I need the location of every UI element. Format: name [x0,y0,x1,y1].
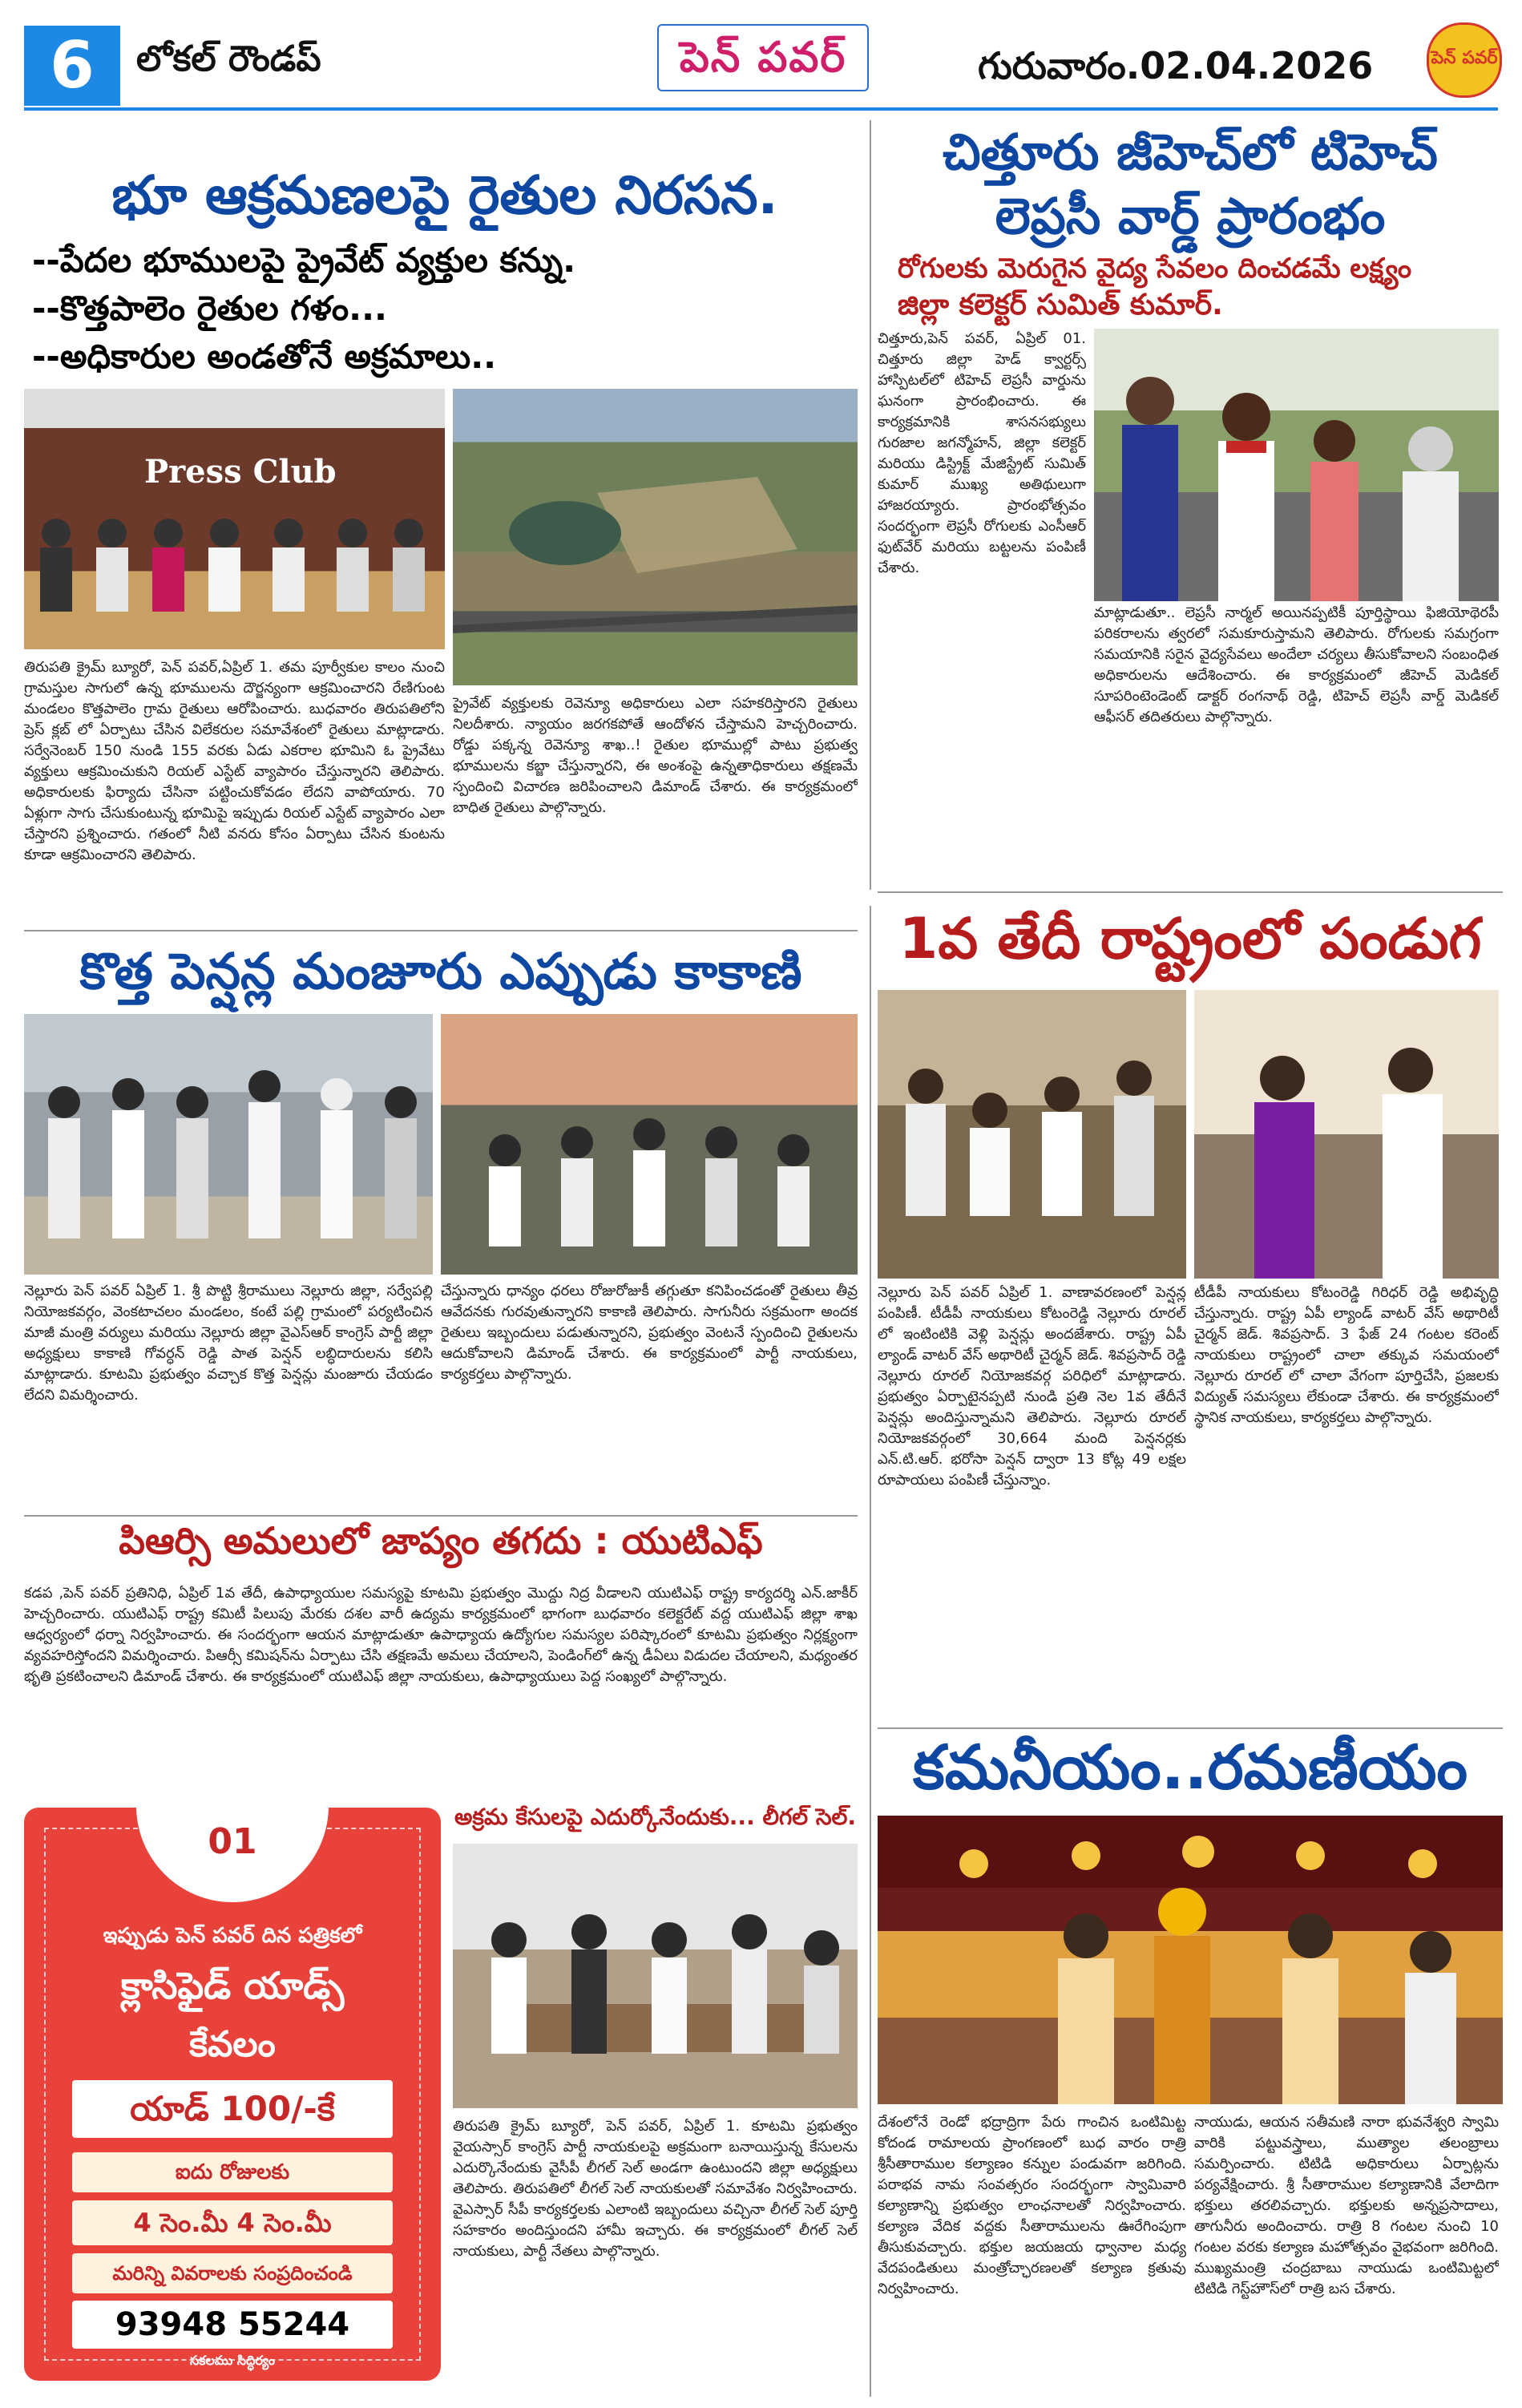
logo: పెన్ పవర్ [1427,22,1502,98]
issue-date: గురువారం.02.04.2026 [978,44,1374,87]
masthead: పెన్ పవర్ [657,24,869,91]
ad-badge: 01 [136,1806,329,1902]
ad-size: 4 సెం.మీ 4 సెం.మీ [72,2200,393,2245]
story3-body-col2: టీడీపీ నాయకులు కోటంరెడ్డి గిరిధర్ రెడ్డి అభివృద్ధి చేస్తున్నారు. రాష్ట్ర ఏపీ ల్యాండ్ వాటర్ వేస్ అథారిటీ చైర్మన్ జెడ్. శివప్రసాద్. 3 ఫేజ్ 24 గంటల కరెంట్ నాయకులు రాష్ట్రంలో చాలా తక్కువ సమయంలో నెల్లూరు రూరల్ లో చాలా వేగంగా పూర్తిచేసి, ప్రజలకు విద్యుత్ సమస్యలు లేకుండా చేశారు. ఈ కార్యక్రమంలో స్థానిక నాయకులు, కార్యకర్తలు పాల్గొన్నారు. [1194,1284,1499,1426]
crowd-illustration [24,1014,433,1275]
kakani-visit-photo-1 [24,1014,433,1275]
column-divider [870,120,871,890]
story2-body-col2: మాట్లాడుతూ.. లెప్రసీ నార్మల్ అయినప్పటికీ పూర్తిస్థాయి ఫిజియోథెరపీ పరికరాలను త్వరలో సమకూరుస్తామని తెలిపారు. రోగులకు సమగ్రంగా సమయానికి సరైన వైద్యసేవలు అందేలా చర్యలు తీసుకోవాలని సంబంధిత అధికారులను ఆదేశించారు. ఈ కార్యక్రమంలో జీహెచ్ మెడికల్ సూపరింటెండెంట్ డాక్టర్ రంగనాథ్ రెడ్డి, టిహెచ్ లెప్రసీ వార్డ్ మెడికల్ ఆఫీసర్ తదితరులు పాల్గొన్నారు. [1094,604,1499,725]
officials-illustration [1094,329,1499,601]
story4-body-col2: చేస్తున్నారు ధాన్యం ధరలు రోజురోజుకీ తగ్గుతూ కనిపించడంతో రైతులు తీవ్ర ఆవేదనకు గురవుతున్నారని కాకాణి తెలిపారు. సాగునీరు సక్రమంగా అందక రైతులు ఇబ్బందులు పడుతున్నారని, ప్రభుత్వం వెంటనే స్పందించి రైతులను ఆదుకోవాలని డిమాండ్ చేశారు. ఈ కార్యక్రమంలో పార్టీ నాయకులు, కార్యకర్తలు పాల్గొన్నారు. [441,1283,858,1383]
story2-headline-line2: లెప్రసీ వార్డ్ ప్రారంభం [995,187,1386,245]
press-club-photo [24,389,445,649]
ad-footer: సకలము సిద్ధిర్యం [189,2353,276,2368]
story6-headline: కమనీయం..రమణీయం [913,1731,1467,1803]
ad-contact-note: మరిన్ని వివరాలకు సంప్రదించండి [72,2253,393,2293]
aerial-land-photo [453,389,858,685]
ad-price: యాడ్ 100/-కే [72,2080,393,2138]
story5-headline: పిఆర్సి అమలులో జాప్యం తగదు : యుటిఎఫ్ [119,1519,763,1562]
legal-cell-photo [453,1844,858,2108]
story3-headline: 1వ తేదీ రాష్ట్రంలో పండుగ [898,906,1482,972]
seated-group-illustration [441,1014,858,1275]
meeting-illustration [453,1844,858,2108]
story2-sub2: జిల్లా కలెక్టర్ సుమిత్ కుమార్. [898,289,1223,321]
story5-body: కడప ,పెన్ పవర్ ప్రతినిధి, ఏప్రిల్ 1వ తేదీ, ఉపాధ్యాయుల సమస్యపై కూటమి ప్రభుత్వం మొద్దు నిద్ర వీడాలని యుటిఎఫ్ రాష్ట్ర కార్యదర్శి ఎన్.జాకీర్ హెచ్చరించారు. యుటిఎఫ్ రాష్ట్ర కమిటీ పిలుపు మేరకు దశల వారీ ఉద్యమ కార్యక్రమంలో భాగంగా బుధవారం కలెక్టరేట్ వద్ద యుటిఎఫ్ జిల్లా శాఖ ఆధ్వర్యంలో ధర్నా నిర్వహించారు. ఈ సందర్భంగా ఆయన మాట్లాడుతూ ఉపాధ్యాయ ఉద్యోగుల సమస్యల పరిష్కారంలో కూటమి ప్రభుత్వం నిర్లక్ష్యంగా వ్యవహరిస్తోందని విమర్శించారు. పిఆర్సీ కమిషన్‌ను ఏర్పాటు చేసి తక్షణమే అమలు చేయాలని, పెండింగ్‌లో ఉన్న డీఏలు విడుదల చేయాలని, మధ్యంతర భృతి ప్రకటించాలని డిమాండ్ చేశారు. ఈ కార్యక్రమంలో యుటిఎఫ్ జిల్లా నాయకులు, ఉపాధ్యాయులు పెద్ద సంఖ్యలో పాల్గొన్నారు. [24,1585,858,1685]
ad-line2: క్లాసిఫైడ్ యాడ్స్ [120,1964,345,2007]
story6-body-col2: నాయుడు, ఆయన సతీమణి నారా భువనేశ్వరి స్వామి వారికి పట్టువస్త్రాలు, ముత్యాల తలంబ్రాలు సమర్పించారు. టిటిడి అధికారులు ఏర్పాట్లను పర్యవేక్షించారు. శ్రీ సీతారాముల కల్యాణానికి వేలాదిగా భక్తులు తరలివచ్చారు. భక్తులకు అన్నప్రసాదాలు, తాగునీరు అందించారు. రాత్రి 8 గంటల నుంచి 10 గంటల వరకు కల్యాణ మహోత్సవం వైభవంగా జరిగింది. ముఖ్యమంత్రి చంద్రబాబు నాయుడు ఒంటిమిట్టలో టిటిడి గెస్ట్‌హౌస్‌లో రాత్రి బస చేశారు. [1194,2114,1499,2297]
story-divider [878,1727,1503,1729]
column-divider [870,906,871,2397]
section-title: లోకల్ రౌండప్ [136,38,321,79]
people-illustration [24,501,445,649]
ad-line3: కేవలం [189,2024,276,2065]
classified-ad [24,1808,441,2381]
handover-illustration [1194,990,1499,1279]
story7-headline: అక్రమ కేసులపై ఎదుర్కోనేందుకు... లీగల్ సెల్. [454,1804,857,1830]
pension-distribution-photo-2 [1194,990,1499,1279]
ad-line1: ఇప్పుడు పెన్ పవర్ దిన పత్రికలో [103,1924,362,1948]
ad-phone: 93948 55244 [72,2301,393,2349]
story2-body-col1: చిత్తూరు,పెన్ పవర్, ఏప్రిల్ 01. చిత్తూరు జిల్లా హెడ్ క్వార్టర్స్ హాస్పిటల్‌లో టిహెచ్ లెప్రసీ వార్డును ఘనంగా ప్రారంభించారు. ఈ కార్యక్రమానికి శాసనసభ్యులు గురజాల జగన్మోహన్, జిల్లా కలెక్టర్ మరియు డిస్ట్రిక్ట్ మేజిస్ట్రేట్ సుమిత్ కుమార్ ముఖ్య అతిథులుగా హాజరయ్యారు. ప్రారంభోత్సవం సందర్భంగా లెప్రసీ రోగులకు ఎంసీఆర్ ఫుట్‌వేర్ మరియు బట్టలను పంపిణీ చేశారు. [878,330,1086,576]
story1-body-col1: తిరుపతి క్రైమ్ బ్యూరో, పెన్ పవర్,ఏప్రిల్ 1. తమ పూర్వీకుల కాలం నుంచి గ్రామస్తుల సాగులో ఉన్న భూములను దౌర్జన్యంగా ఆక్రమించారని రేణిగుంట మండలం కొత్తపాలెం గ్రామ రైతులు ఆరోపించారు. బుధవారం తిరుపతిలోని ప్రెస్ క్లబ్ లో ఏర్పాటు చేసిన విలేకరుల సమావేశంలో రైతులు మాట్లాడారు. సర్వేనెంబర్ 150 నుండి 155 వరకు ఏడు ఎకరాల భూమిని ఓ ప్రైవేటు వ్యక్తులు ఆక్రమించుకుని రియల్ ఎస్టేట్ వ్యాపారం చేస్తున్నారని తెలిపారు. అధికారులకు ఫిర్యాదు చేసినా పట్టించుకోవడం లేదని వాపోయారు. 70 ఏళ్లుగా సాగు చేసుకుంటున్న భూమిపై ఇప్పుడు రియల్ ఎస్టేట్ వ్యాపారం ఎలా చేస్తారని ప్రశ్నించారు. గతంలో నీటి వనరు కోసం ఏర్పాటు చేసిన కుంటను కూడా ఆక్రమించారని తెలిపారు. [24,659,445,863]
page-number: 6 [24,26,120,106]
story-divider [24,1515,858,1517]
story2-headline-line1: చిత్తూరు జీహెచ్‌లో టిహెచ్ [943,123,1438,181]
story1-sub2: --కొత్తపాలెం రైతుల గళం... [32,289,387,328]
story1-sub1: --పేదల భూములపై ప్రైవేట్ వ్యక్తుల కన్ను. [32,240,576,280]
temple-illustration [878,1816,1503,2104]
story1-body-col2: ప్రైవేట్ వ్యక్తులకు రెవెన్యూ అధికారులు ఎలా సహకరిస్తారని రైతులు నిలదీశారు. న్యాయం జరగకపోతే ఆందోళన చేస్తామని హెచ్చరించారు. రోడ్డు పక్కన్న రెవెన్యూ శాఖ..! రైతుల భూముల్లో పాటు ప్రభుత్వ భూములను కబ్జా చేస్తున్నారని, ఈ అంశంపై ఉన్నతాధికారులు తక్షణమే స్పందించి విచారణ జరిపించాలని డిమాండ్ చేశారు. ఈ కార్యక్రమంలో బాధిత రైతులు పాల్గొన్నారు. [453,695,858,816]
ward-opening-photo [1094,329,1499,601]
kakani-visit-photo-2 [441,1014,858,1275]
ad-duration: ఐదు రోజులకు [72,2152,393,2192]
story4-body-col1: నెల్లూరు పెన్ పవర్ ఏప్రిల్ 1. శ్రీ పొట్టి శ్రీరాములు నెల్లూరు జిల్లా, సర్వేపల్లి నియోజకవర్గం, వెంకటాచలం మండలం, కంటే పల్లి గ్రామంలో పర్యటించిన మాజీ మంత్రి వర్యులు మరియు నెల్లూరు జిల్లా వైఎస్ఆర్ కాంగ్రెస్ పార్టీ జిల్లా అధ్యక్షులు కాకాణి గోవర్ధన్ రెడ్డి పాత పెన్షన్ లబ్ధిదారులను కలిసి మాట్లాడారు. కూటమి ప్రభుత్వం వచ్చాక కొత్త పెన్షన్లు మంజూరు చేయడం లేదని విమర్శించారు. [24,1283,433,1404]
story6-body-col1: దేశంలోనే రెండో భద్రాద్రిగా పేరు గాంచిన ఒంటిమిట్ట కోదండ రామాలయ ప్రాంగణంలో బుధ వారం రాత్రి శ్రీసీతారాముల కల్యాణం కన్నుల పండువగా జరిగింది. పరాభవ నామ సంవత్సరం సందర్భంగా స్వామివారి కల్యాణాన్ని ప్రభుత్వం లాంఛనాలతో నిర్వహించారు. కల్యాణ వేదిక వద్దకు సీతారాములను ఊరేగింపుగా తీసుకువచ్చారు. భక్తుల జయజయ ధ్వానాల మధ్య వేదపండితులు మంత్రోచ్ఛారణలతో కల్యాణ క్రతువు నిర్వహించారు. [878,2114,1186,2297]
press-club-sign: Press Club [144,453,337,491]
story1-headline: భూ ఆక్రమణలపై రైతుల నిరసన. [111,164,778,226]
story3-body-col1: నెల్లూరు పెన్ పవర్ ఏప్రిల్ 1. వాణావరణంలో పెన్షన్ల పంపిణీ. టీడీపీ నాయకులు కోటంరెడ్డి నెల్లూరు రూరల్ లో ఇంటింటికి వెళ్లి పెన్షన్లు అందజేశారు. రాష్ట్ర ఏపీ ల్యాండ్ వాటర్ వేస్ అథారిటీ చైర్మన్ జెడ్. శివప్రసాద్ రెడ్డి నెల్లూరు రూరల్ నియోజకవర్గ పరిధిలో మాట్లాడారు. ప్రభుత్వం ఏర్పాటైనప్పటి నుండి ప్రతి నెల 1వ తేదీనే పెన్షన్లు అందిస్తున్నామని తెలిపారు. నెల్లూరు రూరల్ నియోజకవర్గంలో 30,664 మంది పెన్షనర్లకు ఎన్.టి.ఆర్. భరోసా పెన్షన్ ద్వారా 13 కోట్ల 49 లక్షల రూపాయలు పంపిణీ చేస్తున్నాం. [878,1284,1186,1489]
plots-illustration [453,389,858,685]
story2-sub1: రోగులకు మెరుగైన వైద్య సేవలం దించడమే లక్ష్యం [898,253,1412,285]
pension-distribution-photo-1 [878,990,1186,1279]
story4-headline: కొత్త పెన్షన్ల మంజూరు ఎప్పుడు కాకాణి [79,942,802,1000]
story7-body: తిరుపతి క్రైమ్ బ్యూరో, పెన్ పవర్, ఏప్రిల్ 1. కూటమి ప్రభుత్వం వైయస్సార్ కాంగ్రెస్ పార్టీ నాయకులపై అక్రమంగా బనాయిస్తున్న కేసులను ఎదుర్కొనేందుకు వైసీపీ లీగల్ సెల్ అండగా ఉంటుందని జిల్లా అధ్యక్షులు తెలిపారు. తిరుపతిలో లీగల్ సెల్ నాయకులతో సమావేశం నిర్వహించారు. వైఎస్సార్ సీపీ కార్యకర్తలకు ఎలాంటి ఇబ్బందులు వచ్చినా లీగల్ సెల్ పూర్తి సహకారం అందిస్తుందని హామీ ఇచ్చారు. ఈ కార్యక్రమంలో లీగల్ సెల్ నాయకులు, పార్టీ నేతలు పాల్గొన్నారు. [453,2118,858,2260]
story-divider [878,891,1503,893]
kalyanam-photo [878,1816,1503,2104]
story-divider [24,930,858,931]
story1-sub3: --అధికారుల అండతోనే అక్రమాలు.. [32,337,497,376]
villagers-illustration [878,990,1186,1279]
header-rule [24,107,1498,111]
